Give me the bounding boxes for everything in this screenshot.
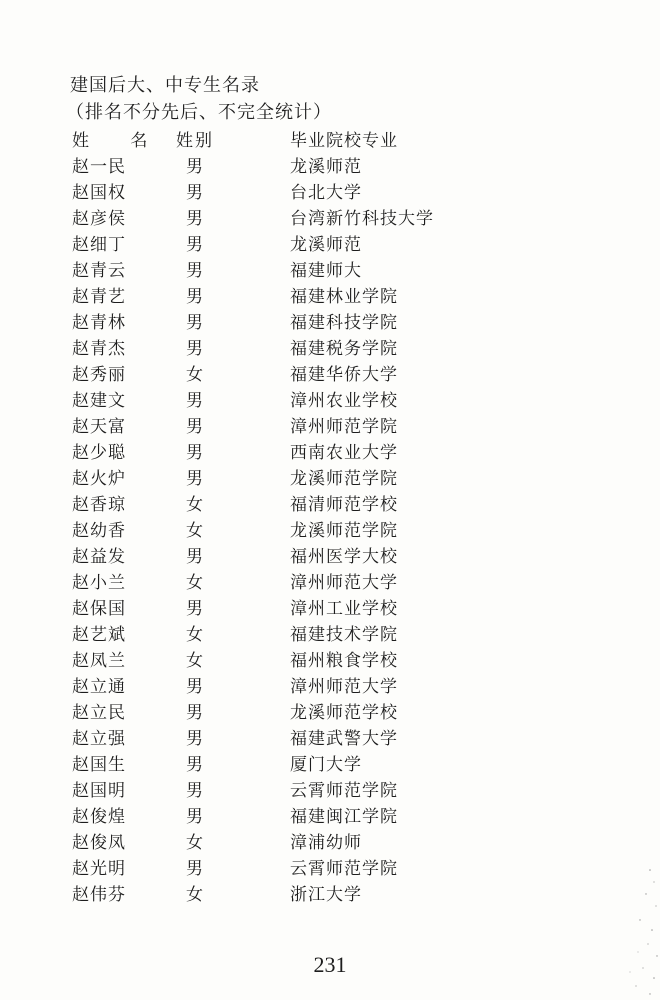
- school-cell: 龙溪师范学院: [290, 469, 398, 489]
- gender-cell: 男: [186, 599, 203, 619]
- table-row: [0, 362, 660, 388]
- name-cell: 赵幼香: [72, 521, 126, 541]
- name-cell: 赵俊煌: [72, 807, 126, 827]
- name-cell: 赵立强: [72, 729, 126, 749]
- gender-cell: 男: [186, 287, 203, 307]
- scan-speckle-decoration: [610, 860, 660, 1000]
- school-cell: 福建税务学院: [290, 339, 398, 359]
- school-cell: 福建技术学院: [290, 625, 398, 645]
- table-row: [0, 414, 660, 440]
- gender-cell: 女: [186, 651, 203, 671]
- column-header-gender: 姓别: [176, 131, 214, 151]
- school-cell: 漳州师范大学: [290, 573, 398, 593]
- school-cell: 福州粮食学校: [290, 651, 398, 671]
- name-cell: 赵青杰: [72, 339, 126, 359]
- document-subtitle: （排名不分先后、不完全统计）: [66, 102, 332, 123]
- school-cell: 漳州师范学院: [290, 417, 398, 437]
- gender-cell: 男: [186, 807, 203, 827]
- table-row: [0, 206, 660, 232]
- school-cell: 厦门大学: [290, 755, 362, 775]
- gender-cell: 男: [186, 729, 203, 749]
- gender-cell: 女: [186, 885, 203, 905]
- table-row: [0, 232, 660, 258]
- name-cell: 赵火炉: [72, 469, 126, 489]
- name-cell: 赵凤兰: [72, 651, 126, 671]
- school-cell: 福州医学大校: [290, 547, 398, 567]
- gender-cell: 男: [186, 547, 203, 567]
- name-cell: 赵一民: [72, 157, 126, 177]
- table-row: [0, 648, 660, 674]
- gender-cell: 女: [186, 573, 203, 593]
- school-cell: 云霄师范学院: [290, 781, 398, 801]
- gender-cell: 男: [186, 469, 203, 489]
- gender-cell: 男: [186, 339, 203, 359]
- school-cell: 福建林业学院: [290, 287, 398, 307]
- page-number: 231: [313, 952, 347, 977]
- name-cell: 赵国权: [72, 183, 126, 203]
- gender-cell: 男: [186, 157, 203, 177]
- table-row: [0, 622, 660, 648]
- name-cell: 赵青林: [72, 313, 126, 333]
- gender-cell: 女: [186, 625, 203, 645]
- name-cell: 赵少聪: [72, 443, 126, 463]
- gender-cell: 男: [186, 313, 203, 333]
- gender-cell: 男: [186, 859, 203, 879]
- name-cell: 赵益发: [72, 547, 126, 567]
- name-cell: 赵青云: [72, 261, 126, 281]
- table-header-row: [0, 128, 660, 154]
- name-cell: 赵保国: [72, 599, 126, 619]
- school-cell: 漳州农业学校: [290, 391, 398, 411]
- table-row: [0, 804, 660, 830]
- school-cell: 福建武警大学: [290, 729, 398, 749]
- school-cell: 福建闽江学院: [290, 807, 398, 827]
- table-row: [0, 570, 660, 596]
- gender-cell: 男: [186, 755, 203, 775]
- table-row: [0, 284, 660, 310]
- table-row: [0, 466, 660, 492]
- school-cell: 漳浦幼师: [290, 833, 362, 853]
- table-row: [0, 310, 660, 336]
- name-cell: 赵艺斌: [72, 625, 126, 645]
- school-cell: 西南农业大学: [290, 443, 398, 463]
- graduate-roster-table: [0, 128, 660, 908]
- school-cell: 龙溪师范: [290, 157, 362, 177]
- gender-cell: 男: [186, 443, 203, 463]
- gender-cell: 男: [186, 209, 203, 229]
- name-cell: 赵青艺: [72, 287, 126, 307]
- document-title: 建国后大、中专生名录: [70, 75, 260, 96]
- gender-cell: 男: [186, 235, 203, 255]
- table-row: [0, 492, 660, 518]
- table-row: [0, 388, 660, 414]
- gender-cell: 男: [186, 183, 203, 203]
- table-row: [0, 518, 660, 544]
- table-row: [0, 856, 660, 882]
- name-cell: 赵立通: [72, 677, 126, 697]
- column-header-school: 毕业院校专业: [290, 131, 398, 151]
- table-row: [0, 544, 660, 570]
- table-row: [0, 180, 660, 206]
- school-cell: 福清师范学校: [290, 495, 398, 515]
- gender-cell: 男: [186, 781, 203, 801]
- name-cell: 赵俊凤: [72, 833, 126, 853]
- table-row: [0, 154, 660, 180]
- school-cell: 漳州工业学校: [290, 599, 398, 619]
- gender-cell: 男: [186, 417, 203, 437]
- gender-cell: 女: [186, 495, 203, 515]
- name-cell: 赵光明: [72, 859, 126, 879]
- school-cell: 云霄师范学院: [290, 859, 398, 879]
- table-row: [0, 726, 660, 752]
- school-cell: 福建华侨大学: [290, 365, 398, 385]
- gender-cell: 男: [186, 703, 203, 723]
- name-cell: 赵国明: [72, 781, 126, 801]
- column-header-name: 姓 名: [72, 131, 166, 151]
- table-row: [0, 596, 660, 622]
- gender-cell: 女: [186, 365, 203, 385]
- name-cell: 赵立民: [72, 703, 126, 723]
- gender-cell: 女: [186, 521, 203, 541]
- table-row: [0, 778, 660, 804]
- school-cell: 台北大学: [290, 183, 362, 203]
- name-cell: 赵秀丽: [72, 365, 126, 385]
- school-cell: 福建师大: [290, 261, 362, 281]
- school-cell: 龙溪师范学校: [290, 703, 398, 723]
- table-row: [0, 882, 660, 908]
- table-row: [0, 830, 660, 856]
- school-cell: 浙江大学: [290, 885, 362, 905]
- gender-cell: 男: [186, 391, 203, 411]
- school-cell: 龙溪师范: [290, 235, 362, 255]
- name-cell: 赵小兰: [72, 573, 126, 593]
- name-cell: 赵天富: [72, 417, 126, 437]
- gender-cell: 男: [186, 261, 203, 281]
- table-row: [0, 440, 660, 466]
- name-cell: 赵香琼: [72, 495, 126, 515]
- name-cell: 赵国生: [72, 755, 126, 775]
- table-row: [0, 674, 660, 700]
- school-cell: 台湾新竹科技大学: [290, 209, 434, 229]
- school-cell: 漳州师范大学: [290, 677, 398, 697]
- name-cell: 赵彦侯: [72, 209, 126, 229]
- name-cell: 赵建文: [72, 391, 126, 411]
- school-cell: 福建科技学院: [290, 313, 398, 333]
- table-row: [0, 258, 660, 284]
- gender-cell: 女: [186, 833, 203, 853]
- table-row: [0, 752, 660, 778]
- table-row: [0, 700, 660, 726]
- gender-cell: 男: [186, 677, 203, 697]
- table-row: [0, 336, 660, 362]
- name-cell: 赵细丁: [72, 235, 126, 255]
- school-cell: 龙溪师范学院: [290, 521, 398, 541]
- name-cell: 赵伟芬: [72, 885, 126, 905]
